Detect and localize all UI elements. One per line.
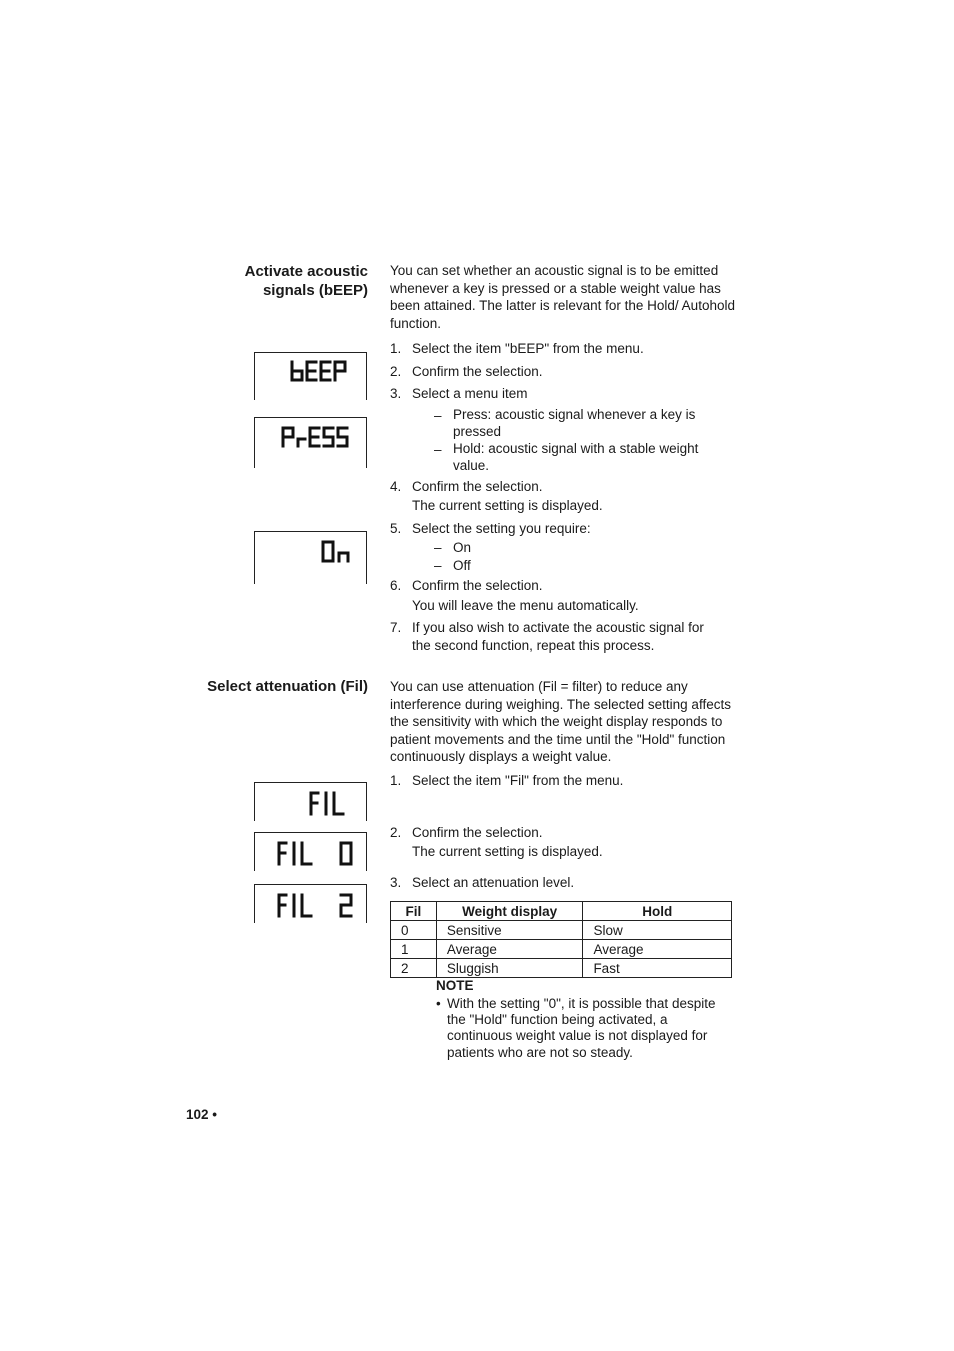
table-cell: Average xyxy=(583,940,732,959)
section-heading-fil: Select attenuation (Fil) xyxy=(207,678,368,695)
intro-paragraph: You can use attenuation (Fil = filter) to reduce any interference during weighing. The selected setting affects the sensitivity with which the weight display responds to patient movements and the time until the "Hold" function continuously displays a weight value. xyxy=(390,679,731,765)
list-item: – Hold: acoustic signal with a stable weight value. xyxy=(434,441,699,473)
bullet-icon: • xyxy=(436,996,441,1011)
lcd-segments-fil-0 xyxy=(255,833,366,871)
note-body xyxy=(436,996,736,1061)
table-row xyxy=(391,940,732,959)
table-cell: 1 xyxy=(391,940,437,959)
lcd-segments-on xyxy=(255,532,366,584)
lcd-display-fil xyxy=(254,782,367,821)
dash-bullet: – xyxy=(434,558,442,573)
table-header-cell: Fil xyxy=(391,902,437,921)
table-header-cell: Weight display xyxy=(436,902,583,921)
note-title: NOTE xyxy=(436,978,474,993)
lcd-segments-fil-2 xyxy=(255,885,366,923)
dash-bullet: – xyxy=(434,408,442,423)
table-cell: Sensitive xyxy=(436,921,583,940)
table-cell: Sluggish xyxy=(436,959,583,978)
table-header-cell: Hold xyxy=(583,902,732,921)
list-item: – Press: acoustic signal whenever a key is pressed xyxy=(434,407,696,439)
table-cell: 0 xyxy=(391,921,437,940)
table-cell: Slow xyxy=(583,921,732,940)
page-number: 102 • xyxy=(186,1107,218,1122)
intro-paragraph: You can set whether an acoustic signal is to be emitted whenever a key is pressed or a stable weight value has been attained. The latter is relevant for the Hold/ Autohold function. xyxy=(390,263,735,331)
table-header-row xyxy=(391,902,732,921)
heading-line: signals (bEEP) xyxy=(262,282,368,299)
lcd-segments-press xyxy=(255,418,366,468)
lcd-segments-beep xyxy=(255,353,366,400)
lcd-display-on xyxy=(254,531,367,584)
dash-bullet: – xyxy=(434,442,442,457)
attenuation-table xyxy=(390,901,732,978)
lcd-display-fil-0 xyxy=(254,832,367,871)
section-heading-beep xyxy=(168,262,368,300)
table-cell: 2 xyxy=(391,959,437,978)
steps-list-beep: 1. Select the item "bEEP" from the menu. 2. Confirm the selection. 3. Select a menu item – Press: acoustic signal whenever a key is pressed – Hold: acoustic signal with a stable weight value. 4. Confirm the selection. The current setting is displayed. 5. Select the setting you require: – On – Off 6. Confirm the selection. You will leave the menu automatically. 7. If you also wish to activate the acoustic signal for the second function, repeat this process. xyxy=(390,340,735,660)
dash-bullet: – xyxy=(434,540,442,555)
lcd-display-beep xyxy=(254,352,367,400)
lcd-segments-fil xyxy=(255,783,366,821)
table-row xyxy=(391,959,732,978)
table-cell: Average xyxy=(436,940,583,959)
table-row xyxy=(391,921,732,940)
table-cell: Fast xyxy=(583,959,732,978)
lcd-display-press xyxy=(254,417,367,468)
lcd-display-fil-2 xyxy=(254,884,367,923)
note-text: With the setting "0", it is possible that despite the "Hold" function being activated, a continuous weight value is not displayed for patients who are not so steady. xyxy=(447,996,716,1060)
heading-line: Activate acoustic xyxy=(244,263,368,280)
